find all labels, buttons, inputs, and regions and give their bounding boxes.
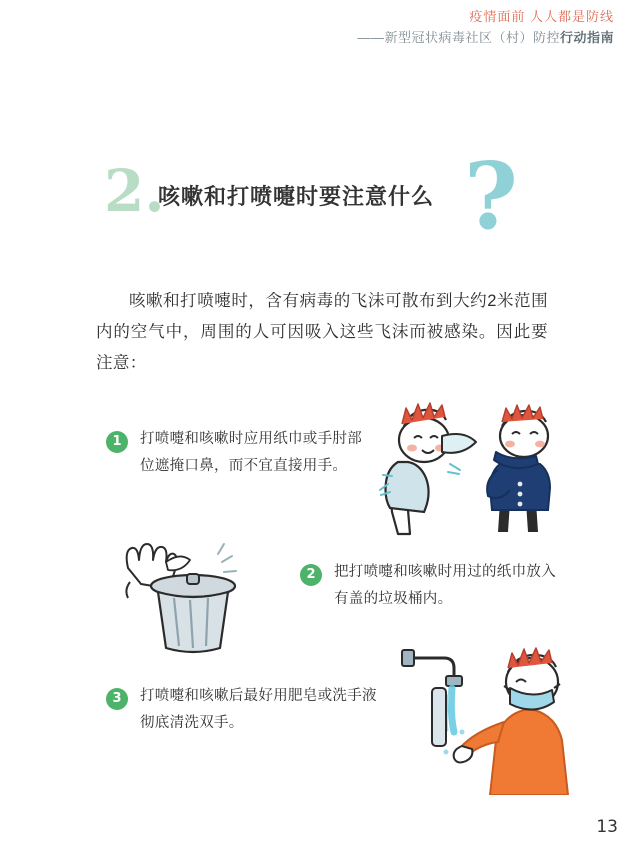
header-subtitle [0,28,640,48]
intro-paragraph: 咳嗽和打喷嚏时，含有病毒的飞沫可散布到大约2米范围内的空气中，周围的人可因吸入这些飞沫而被感染。因此要注意： [96,292,548,372]
sneezing-into-tissue-icon [378,392,583,542]
covered-trash-bin-icon [118,532,278,657]
page-number: 13 [596,817,618,837]
list-item-number: 2 [300,564,322,586]
header-subtitle-prefix: ——新型冠状病毒社区（村）防控 [357,30,560,45]
list-item-number: 3 [106,688,128,710]
page-header [0,0,640,48]
washing-hands-icon [392,640,587,795]
page-title: 咳嗽和打喷嚏时要注意什么 [158,184,435,209]
list-item: 打喷嚏和咳嗽时应用纸巾或手肘部位遮掩口鼻，而不宜直接用手。 [140,431,362,474]
header-slogan: 疫情面前 人人都是防线 [469,9,614,24]
section-number: 2. [104,157,165,225]
list-item-number: 1 [106,431,128,453]
header-subtitle-bold: 行动指南 [559,30,614,45]
section-heading [104,142,544,250]
question-mark-icon: ? [464,142,518,250]
list-item: 把打喷嚏和咳嗽时用过的纸巾放入有盖的垃圾桶内。 [334,564,556,607]
list-item: 打喷嚏和咳嗽后最好用肥皂或洗手液彻底清洗双手。 [140,688,377,731]
